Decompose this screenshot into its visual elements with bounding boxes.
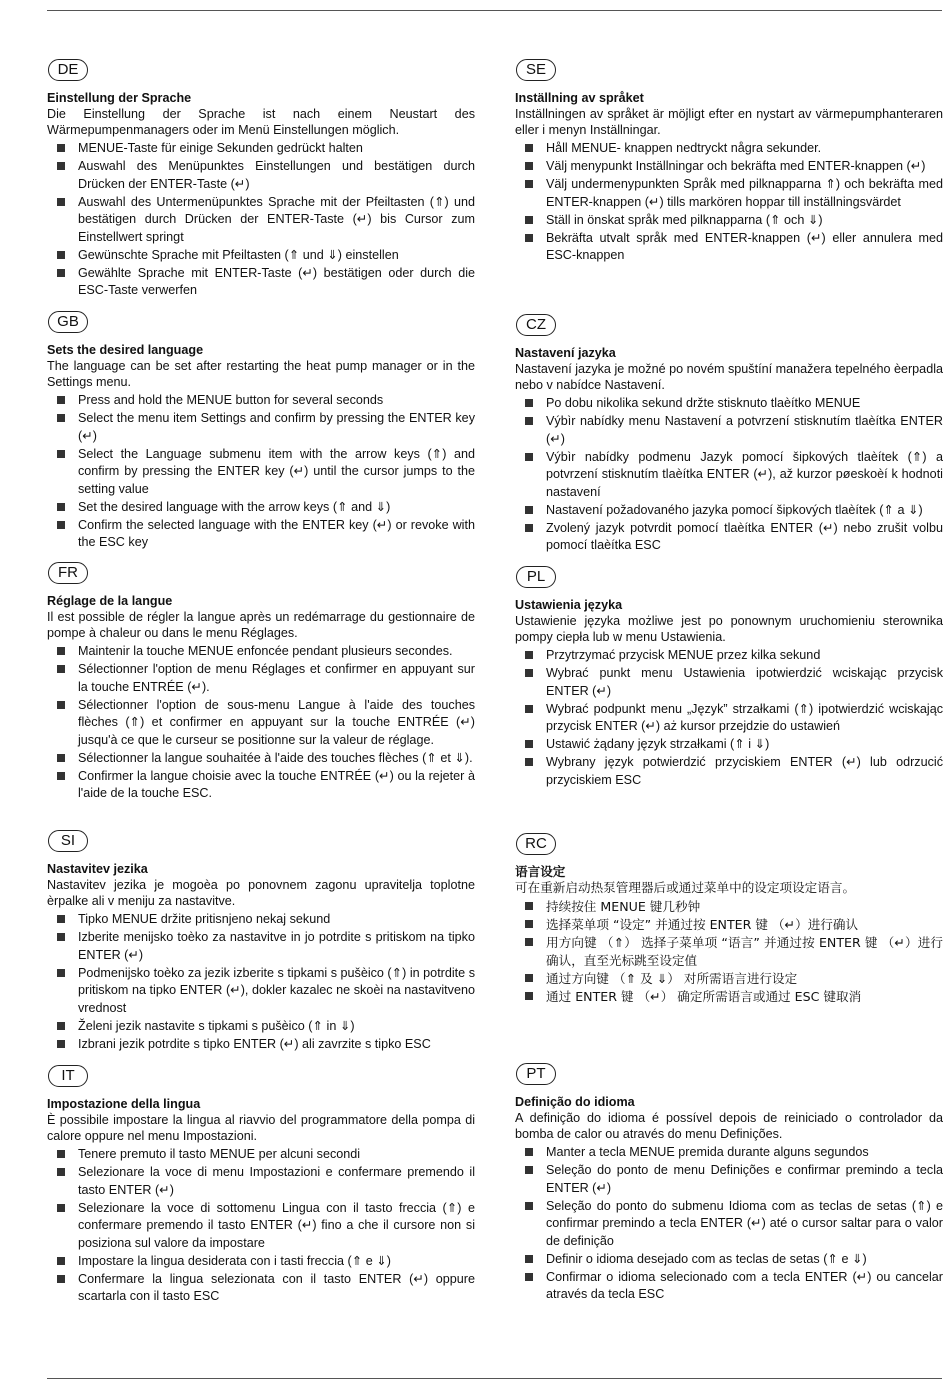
list-item: 选择菜单项 “设定” 并通过按 ENTER 键 （↵）进行确认 xyxy=(515,916,943,934)
list-item: Po dobu nikolika sekund držte stisknuto tlaèítko MENUE xyxy=(515,395,943,413)
section-it xyxy=(47,1065,475,1306)
instruction-list xyxy=(47,1146,475,1306)
section-title: Inställning av språket xyxy=(515,91,644,105)
list-item: Confirm the selected language with the ENTER key (↵) or revoke with the ESC key xyxy=(47,517,475,552)
section-intro: A definição do idioma é possível depois de reiniciado o controlador da bomba de calor ou através do menu Definições. xyxy=(515,1111,943,1141)
list-item: Izbrani jezik potrdite s tipko ENTER (↵) ali zavrzite s tipko ESC xyxy=(47,1036,475,1054)
section-pl xyxy=(515,566,943,790)
section-fr xyxy=(47,562,475,803)
language-badge: PT xyxy=(516,1063,556,1085)
list-item: Wybrany język potwierdzić przyciskiem ENTER (↵) lub odrzucić przyciskiem ESC xyxy=(515,754,943,789)
section-gb xyxy=(47,311,475,552)
instruction-list xyxy=(47,643,475,803)
section-title: Nastavitev jezika xyxy=(47,862,148,876)
section-title: Sets the desired language xyxy=(47,343,204,357)
section-title: Ustawienia języka xyxy=(515,598,623,612)
instruction-list xyxy=(47,140,475,300)
list-item: 通过 ENTER 键 （↵） 确定所需语言或通过 ESC 键取消 xyxy=(515,988,943,1006)
list-item: Bekräfta utvalt språk med ENTER-knappen (↵) eller annulera med ESC-knappen xyxy=(515,230,943,265)
top-rule xyxy=(47,10,942,11)
list-item: Confirmar o idioma selecionado com a tecla ENTER (↵) ou cancelar através da tecla ESC xyxy=(515,1269,943,1304)
list-item: Sélectionner la langue souhaitée à l'aide des touches flèches (⇑ et ⇓). xyxy=(47,750,475,768)
section-title: Einstellung der Sprache xyxy=(47,91,192,105)
section-pt xyxy=(515,1063,943,1304)
section-rc xyxy=(515,833,943,1006)
list-item: Podmenijsko toèko za jezik izberite s tipkami s pušèico (⇑) in potrdite s pritiskom na tipko ENTER (↵), dokler kazalec ne skoèi na nastavitveno vrednost xyxy=(47,965,475,1018)
list-item: Przytrzymać przycisk MENUE przez kilka sekund xyxy=(515,647,943,665)
list-item: Confermare la lingua selezionata con il tasto ENTER (↵) oppure scartarla con il tasto ESC xyxy=(47,1271,475,1306)
section-intro: Nastavení jazyka je možné po novém spuštíní manažera tepelného èerpadla nebo v nabídce Nastavení. xyxy=(515,362,943,392)
section-title: 语言设定 xyxy=(515,864,566,879)
list-item: Auswahl des Untermenüpunktes Sprache mit der Pfeiltasten (⇑) und bestätigen durch Drücken der ENTER-Taste (↵) bis Cursor zum Einstellwert springt xyxy=(47,194,475,247)
section-intro: The language can be set after restarting the heat pump manager or in the Settings menu. xyxy=(47,359,475,389)
language-badge: SI xyxy=(48,830,88,852)
language-badge: SE xyxy=(516,59,556,81)
section-intro: Ustawienie języka możliwe jest po ponownym uruchomieniu sterownika pompy ciepła lub w menu Ustawienia. xyxy=(515,614,943,644)
list-item: Izberite menijsko toèko za nastavitve in jo potrdite s pritiskom na tipko ENTER (↵) xyxy=(47,929,475,964)
list-item: Gewählte Sprache mit ENTER-Taste (↵) bestätigen oder durch die ESC-Taste verwerfen xyxy=(47,265,475,300)
list-item: Tenere premuto il tasto MENUE per alcuni secondi xyxy=(47,1146,475,1164)
list-item: Auswahl des Menüpunktes Einstellungen und bestätigen durch Drücken der ENTER-Taste (↵) xyxy=(47,158,475,193)
list-item: Sélectionner l'option de sous-menu Langue à l'aide des touches flèches (⇑) et confirmer en appuyant sur la touche ENTRÉE (↵) jusqu'à ce que le curseur se positionne sur la valeur de réglage. xyxy=(47,697,475,750)
list-item: Håll MENUE- knappen nedtryckt några sekunder. xyxy=(515,140,943,158)
language-badge: DE xyxy=(48,59,88,81)
list-item: Výbìr nabídky menu Nastavení a potvrzení stisknutím tlaèítka ENTER (↵) xyxy=(515,413,943,448)
list-item: Definir o idioma desejado com as teclas de setas (⇑ e ⇓) xyxy=(515,1251,943,1269)
list-item: 持续按住 MENUE 键几秒钟 xyxy=(515,898,943,916)
language-badge: IT xyxy=(48,1065,88,1087)
list-item: 通过方向键 （⇑ 及 ⇓） 对所需语言进行设定 xyxy=(515,970,943,988)
section-intro: Il est possible de régler la langue après un redémarrage du gestionnaire de pompe à chaleur ou dans le menu Réglages. xyxy=(47,610,475,640)
section-si xyxy=(47,830,475,1054)
section-title: Réglage de la langue xyxy=(47,594,173,608)
language-badge: CZ xyxy=(516,314,556,336)
section-title: Definição do idioma xyxy=(515,1095,635,1109)
list-item: Selezionare la voce di sottomenu Lingua con il tasto freccia (⇑) e confermare premendo il tasto ENTER (↵) fino a che il cursore non si posiziona sul valore da impostare xyxy=(47,1200,475,1253)
list-item: Maintenir la touche MENUE enfoncée pendant plusieurs secondes. xyxy=(47,643,475,661)
section-cz xyxy=(515,314,943,555)
language-badge: GB xyxy=(48,311,88,333)
list-item: Select the Language submenu item with the arrow keys (⇑) and confirm by pressing the ENTER key (↵) until the cursor jumps to the setting value xyxy=(47,446,475,499)
list-item: Tipko MENUE držite pritisnjeno nekaj sekund xyxy=(47,911,475,929)
instruction-list xyxy=(47,392,475,552)
list-item: Selezionare la voce di menu Impostazioni e confermare premendo il tasto ENTER (↵) xyxy=(47,1164,475,1199)
list-item: Výbìr nabídky podmenu Jazyk pomocí šipkových tlaèítek (⇑) a potvrzení stisknutím tlaèítka ENTER (↵), až kurzor pøeskoèí k hodnoti nastavení xyxy=(515,449,943,502)
section-intro: Nastavitev jezika je mogoèa po ponovnem zagonu upravitelja toplotne èrpalke ali v meniju za nastavitve. xyxy=(47,878,475,908)
list-item: Wybrać punkt menu Ustawienia ipotwierdzić wciskając przycisk ENTER (↵) xyxy=(515,665,943,700)
list-item: Seleção do ponto do submenu Idioma com as teclas de setas (⇑) e confirmar premindo a tecla ENTER (↵) até o cursor saltar para o valor de definição xyxy=(515,1198,943,1251)
section-intro: È possibile impostare la lingua al riavvio del programmatore della pompa di calore oppure nel menu Impostazioni. xyxy=(47,1113,475,1143)
instruction-list xyxy=(515,898,943,1005)
list-item: Impostare la lingua desiderata con i tasti freccia (⇑ e ⇓) xyxy=(47,1253,475,1271)
list-item: Select the menu item Settings and confirm by pressing the ENTER key (↵) xyxy=(47,410,475,445)
section-intro: Inställningen av språket är möjligt efter en nystart av värmepumphanteraren eller i menyn Inställningar. xyxy=(515,107,943,137)
instruction-list xyxy=(515,1144,943,1304)
instruction-list xyxy=(47,911,475,1053)
list-item: Gewünschte Sprache mit Pfeiltasten (⇑ und ⇓) einstellen xyxy=(47,247,475,265)
list-item: Ustawić żądany język strzałkami (⇑ i ⇓) xyxy=(515,736,943,754)
list-item: Želeni jezik nastavite s tipkami s pušèico (⇑ in ⇓) xyxy=(47,1018,475,1036)
section-intro: 可在重新启动热泵管理器后或通过菜单中的设定项设定语言。 xyxy=(515,880,856,895)
language-badge: FR xyxy=(48,562,88,584)
list-item: Manter a tecla MENUE premida durante alguns segundos xyxy=(515,1144,943,1162)
list-item: Seleção do ponto de menu Definições e confirmar premindo a tecla ENTER (↵) xyxy=(515,1162,943,1197)
list-item: Set the desired language with the arrow keys (⇑ and ⇓) xyxy=(47,499,475,517)
instruction-list xyxy=(515,395,943,555)
list-item: Nastavení požadovaného jazyka pomocí šipkových tlaèítek (⇑ a ⇓) xyxy=(515,502,943,520)
section-title: Impostazione della lingua xyxy=(47,1097,201,1111)
list-item: Press and hold the MENUE button for several seconds xyxy=(47,392,475,410)
list-item: Sélectionner l'option de menu Réglages et confirmer en appuyant sur la touche ENTRÉE (↵). xyxy=(47,661,475,696)
section-de xyxy=(47,59,475,300)
list-item: 用方向键 （⇑） 选择子菜单项 “语言” 并通过按 ENTER 键 （↵）进行确认，直至光标跳至设定值 xyxy=(515,934,943,969)
list-item: Zvolený jazyk potvrdit pomocí tlaèítka ENTER (↵) nebo zrušit volbu pomocí tlaèítka ESC xyxy=(515,520,943,555)
instruction-list xyxy=(515,647,943,789)
list-item: Wybrać podpunkt menu „Język” strzałkami (⇑) ipotwierdzić wciskając przycisk ENTER (↵) aż kursor przejdzie do ustawień xyxy=(515,701,943,736)
list-item: Välj undermenypunkten Språk med pilknapparna ⇑) och bekräfta med ENTER-knappen (↵) tills markören hoppar till inställningsvärdet xyxy=(515,176,943,211)
language-badge: PL xyxy=(516,566,556,588)
list-item: Välj menypunkt Inställningar och bekräfta med ENTER-knappen (↵) xyxy=(515,158,943,176)
section-intro: Die Einstellung der Sprache ist nach einem Neustart des Wärmepumpenmanagers oder im Menü Einstellungen möglich. xyxy=(47,107,475,137)
list-item: Ställ in önskat språk med pilknapparna (⇑ och ⇓) xyxy=(515,212,943,230)
instruction-list xyxy=(515,140,943,265)
list-item: MENUE-Taste für einige Sekunden gedrückt halten xyxy=(47,140,475,158)
section-se xyxy=(515,59,943,265)
section-title: Nastavení jazyka xyxy=(515,346,616,360)
language-badge: RC xyxy=(516,833,556,855)
list-item: Confirmer la langue choisie avec la touche ENTRÉE (↵) ou la rejeter à l'aide de la touche ESC. xyxy=(47,768,475,803)
bottom-rule xyxy=(47,1378,942,1379)
